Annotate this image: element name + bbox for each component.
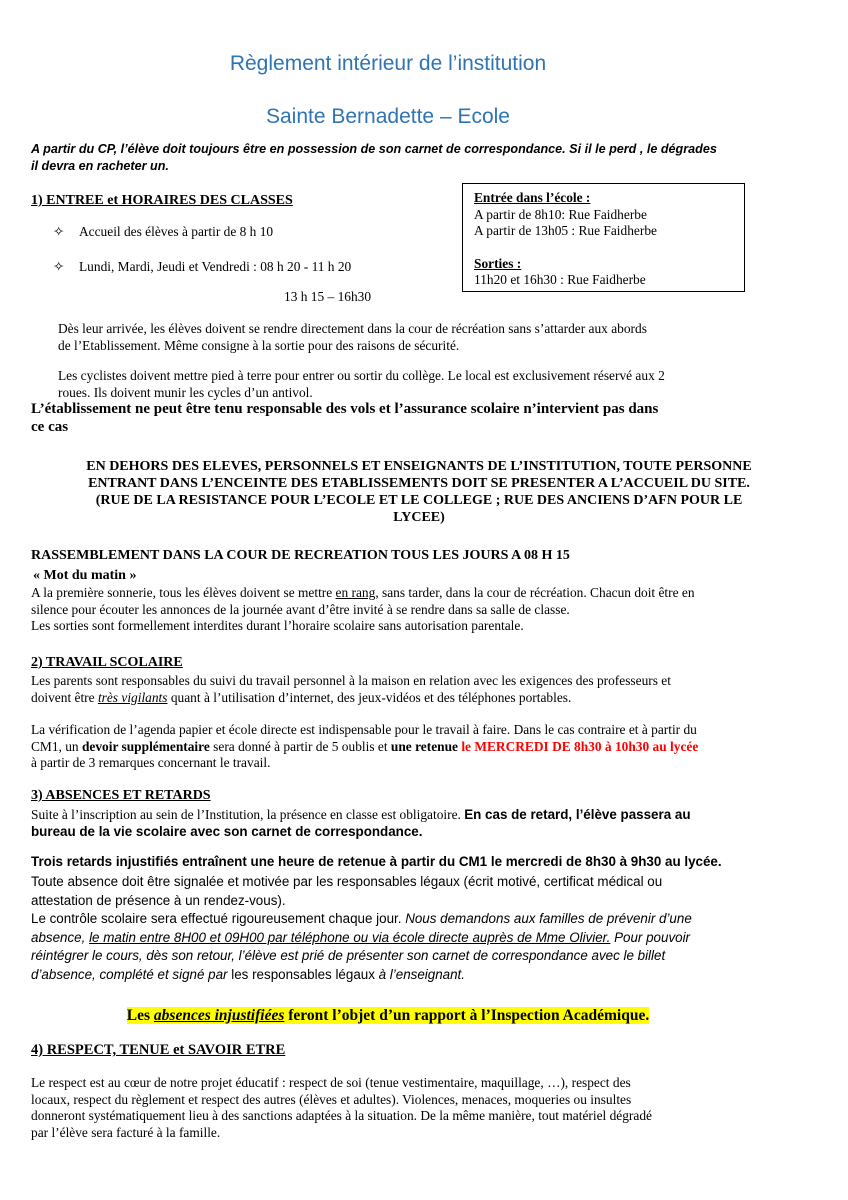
entry-hours-box — [462, 183, 745, 292]
bold-text: une retenue — [390, 738, 458, 754]
paragraph-line — [31, 910, 748, 929]
paragraph-line — [31, 806, 748, 823]
paragraph-line: Les cyclistes doivent mettre pied à terre pour entrer ou sortir du collège. Le local est exclusivement réservé aux 2 — [58, 368, 665, 383]
intro-line-2: il devra en racheter un. — [31, 159, 169, 173]
paragraph-line: attestation de présence à un rendez-vous). — [31, 892, 286, 908]
text-run: les responsables légaux — [227, 966, 379, 982]
text-run: sera donné à partir de 5 oublis et — [209, 738, 391, 754]
underlined-italic-text: absences injustifiées — [153, 1007, 285, 1024]
italic-text: à l’enseignant. — [378, 966, 465, 982]
paragraph-line — [31, 739, 748, 756]
diamond-star-icon: ✧ — [53, 224, 65, 239]
paragraph-line: silence pour écouter les annonces de la journée avant d’être invité à se rendre dans sa salle de classe. — [31, 601, 570, 617]
exit-title: Sorties : — [474, 255, 522, 271]
text-run: doivent être — [31, 689, 98, 705]
bullet-text: Lundi, Mardi, Jeudi et Vendredi : 08 h 20 - 11 h 20 — [79, 259, 352, 274]
bullet-item-schedule — [53, 259, 351, 275]
arrival-paragraph — [58, 320, 748, 354]
agenda-paragraph — [31, 722, 748, 772]
text-run: quant à l’utilisation d’internet, des jeux-vidéos et des téléphones portables. — [167, 689, 572, 705]
visitors-notice — [31, 458, 807, 526]
page-title: Règlement intérieur de l’institution — [229, 52, 547, 75]
italic-text: Nous demandons aux familles de prévenir d’une — [405, 911, 692, 926]
paragraph-line — [31, 947, 748, 966]
paragraph-line: Les parents sont responsables du suivi du travail personnel à la maison en relation avec les exigences des professeurs et — [31, 673, 671, 688]
entry-line-2: A partir de 13h05 : Rue Faidherbe — [474, 223, 657, 238]
paragraph-line — [31, 585, 748, 602]
cyclists-paragraph — [58, 367, 748, 401]
bullet-item-arrival — [53, 224, 273, 240]
paragraph-line: bureau de la vie scolaire avec son carnet de correspondance. — [31, 824, 423, 839]
entry-line-1: A partir de 8h10: Rue Faidherbe — [474, 206, 647, 222]
paragraph-line: Le respect est au cœur de notre projet éducatif : respect de soi (tenue vestimentaire, maquillage, …), respect des — [31, 1075, 631, 1090]
gathering-subheading: « Mot du matin » — [33, 568, 137, 583]
notice-line: LYCEE) — [393, 510, 445, 525]
bold-text: En cas de retard, l’élève passera au — [464, 807, 691, 822]
lateness-rule: Trois retards injustifiés entraînent une heure de retenue à partir du CM1 le mercredi de 8h30 à 9h30 au lycée. — [31, 854, 722, 869]
exit-line-1: 11h20 et 16h30 : Rue Faidherbe — [474, 272, 646, 287]
italic-text: d’absence, complété et signé par — [31, 966, 228, 982]
highlighted-statement — [127, 1007, 649, 1024]
section-1-heading: 1) ENTREE et HORAIRES DES CLASSES — [31, 193, 293, 208]
text-run: Suite à l’inscription au sein de l’Institution, la présence en classe est obligatoire. — [31, 807, 465, 822]
text-run: feront l’objet d’un rapport à l’Inspection Académique. — [284, 1007, 650, 1024]
liability-warning — [31, 400, 751, 436]
paragraph-line: Les sorties sont formellement interdites durant l’horaire scolaire sans autorisation parentale. — [31, 618, 524, 633]
paragraph-line: locaux, respect du règlement et respect des autres (élèves et adultes). Violences, menaces, moqueries ou insultes — [31, 1091, 632, 1107]
section-3-heading: 3) ABSENCES ET RETARDS — [31, 788, 211, 803]
warning-line: ce cas — [31, 419, 69, 435]
notice-line: (RUE DE LA RESISTANCE POUR L’ECOLE ET LE COLLEGE ; RUE DES ANCIENS D’AFN POUR LE — [95, 493, 743, 508]
paragraph-line: à partir de 3 remarques concernant le travail. — [31, 755, 271, 770]
paragraph-line: donneront systématiquement lieu à des sanctions adaptées à la situation. De la même manière, tout matériel dégradé — [31, 1108, 652, 1123]
bold-text: devoir supplémentaire — [81, 738, 210, 754]
emphasized-text: très vigilants — [97, 689, 168, 705]
section-4-heading: 4) RESPECT, TENUE et SAVOIR ETRE — [31, 1042, 286, 1058]
underlined-text: en rang — [335, 585, 376, 600]
paragraph-line — [31, 690, 748, 707]
page-subtitle: Sainte Bernadette – Ecole — [265, 105, 510, 128]
entry-title: Entrée dans l’école : — [474, 190, 591, 205]
text-run: Les — [126, 1007, 154, 1024]
paragraph-line: roues. Ils doivent munir les cycles d’un antivol. — [58, 385, 313, 400]
text-run: Le contrôle scolaire sera effectué rigoureusement chaque jour. — [31, 911, 406, 926]
schedule-afternoon: 13 h 15 – 16h30 — [284, 289, 372, 304]
intro-line-1: A partir du CP, l’élève doit toujours être en possession de son carnet de correspondance. Si il le perd , le dégrades — [31, 142, 717, 156]
paragraph-line — [31, 966, 748, 985]
italic-text: réintégrer le cours, dès son retour, l’élève est prié de présenter son carnet de correspondance avec le billet — [31, 948, 666, 963]
gathering-paragraph — [31, 585, 748, 635]
text-run: A la première sonnerie, tous les élèves doivent se mettre — [31, 585, 336, 600]
paragraph-line — [31, 929, 748, 948]
parents-paragraph — [31, 673, 748, 706]
italic-text: Pour pouvoir — [610, 929, 691, 945]
absence-paragraph — [31, 873, 748, 984]
highlight-line — [0, 1007, 776, 1025]
paragraph-line: Toute absence doit être signalée et motivée par les responsables légaux (écrit motivé, certificat médical ou — [31, 874, 663, 889]
gathering-heading: RASSEMBLEMENT DANS LA COUR DE RECREATION TOUS LES JOURS A 08 H 15 — [31, 548, 570, 563]
warning-line: L’établissement ne peut être tenu responsable des vols et l’assurance scolaire n’intervient pas dans — [31, 401, 659, 417]
respect-paragraph — [31, 1075, 748, 1141]
paragraph-line: Dès leur arrivée, les élèves doivent se rendre directement dans la cour de récréation sans s’attarder aux abords — [58, 321, 647, 336]
paragraph-line: de l’Etablissement. Même consigne à la sortie pour des raisons de sécurité. — [58, 338, 460, 353]
notice-line: EN DEHORS DES ELEVES, PERSONNELS ET ENSEIGNANTS DE L’INSTITUTION, TOUTE PERSONNE — [86, 459, 752, 474]
bullet-text: Accueil des élèves à partir de 8 h 10 — [79, 224, 274, 239]
diamond-star-icon: ✧ — [53, 259, 65, 274]
text-run: , sans tarder, dans la cour de récréation. Chacun doit être en — [375, 585, 695, 600]
intro-paragraph — [31, 141, 751, 175]
underlined-italic-text: le matin entre 8H00 et 09H00 par téléphone ou via école directe auprès de Mme Olivier. — [89, 929, 611, 945]
attendance-paragraph — [31, 806, 748, 840]
paragraph-line: par l’élève sera facturé à la famille. — [31, 1124, 221, 1140]
section-2-heading: 2) TRAVAIL SCOLAIRE — [31, 655, 183, 670]
notice-line: ENTRANT DANS L’ENCEINTE DES ETABLISSEMENTS DOIT SE PRESENTER A L’ACCUEIL DU SITE. — [88, 476, 750, 491]
text-run: CM1, un — [31, 738, 82, 754]
paragraph-line: La vérification de l’agenda papier et école directe est indispensable pour le travail à faire. Dans le cas contraire et à partir du — [31, 722, 697, 737]
red-highlight-text: le MERCREDI DE 8h30 à 10h30 au lycée — [457, 738, 699, 754]
italic-text: absence, — [31, 929, 90, 945]
